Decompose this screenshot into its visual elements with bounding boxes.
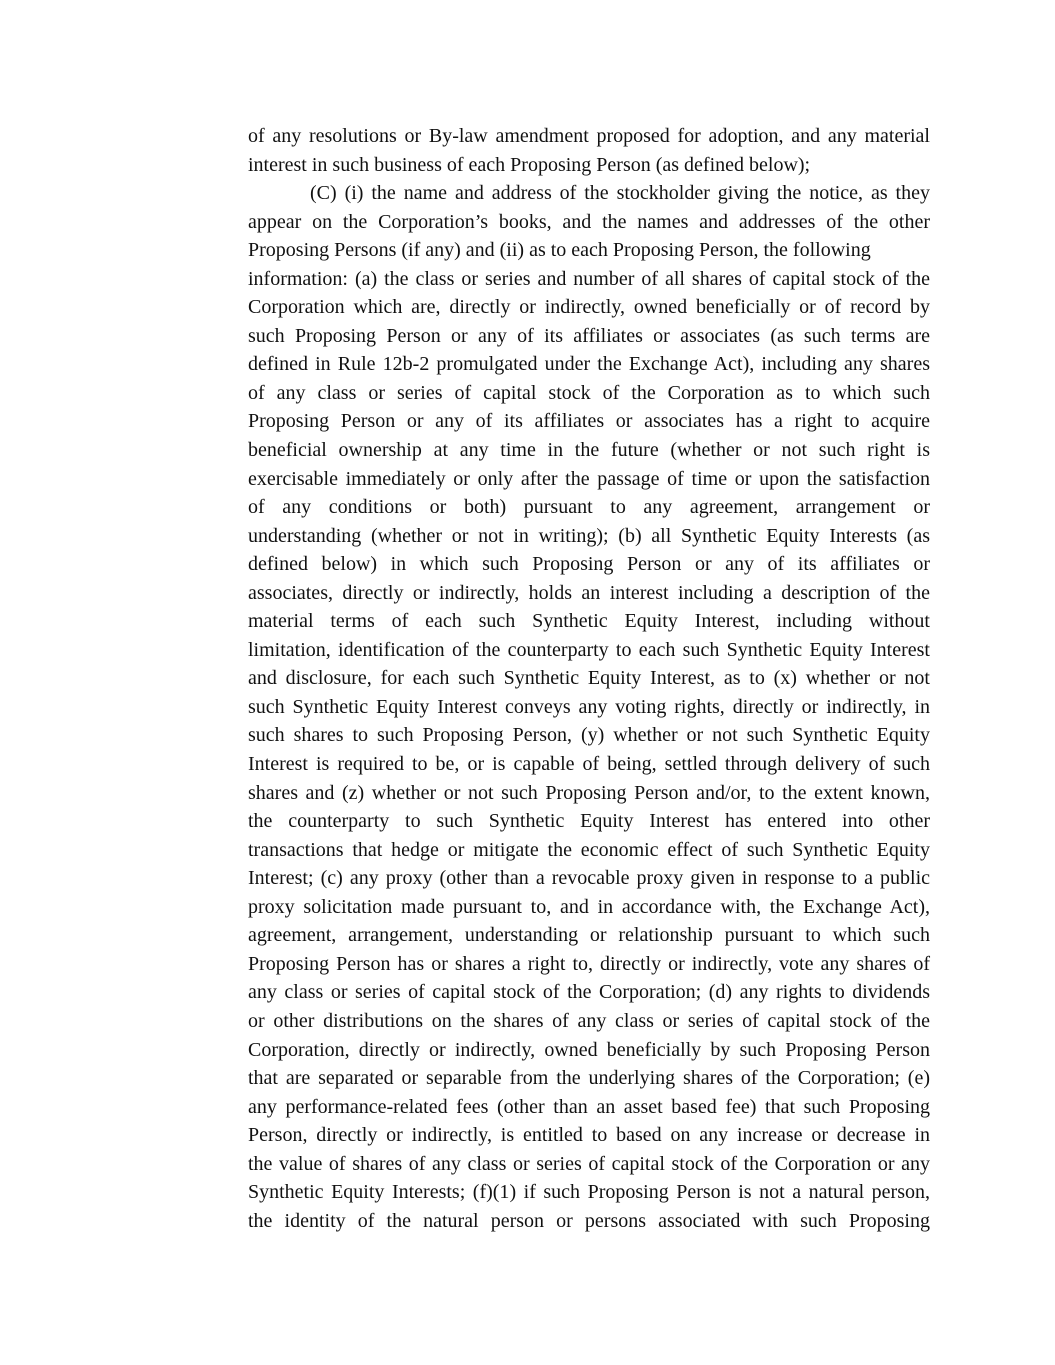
text-line: that are separated or separable from the underlying shares of the Corporation; (e) (248, 1067, 930, 1090)
text-line: Proposing Person has or shares a right to, directly or indirectly, vote any shares of (248, 952, 930, 975)
text-line: the counterparty to such Synthetic Equity Interest has entered into other (248, 810, 930, 833)
text-line: of any conditions or both) pursuant to any agreement, arrangement or (248, 496, 930, 519)
text-line: defined below) in which such Proposing Person or any of its affiliates or (248, 553, 930, 576)
text-line: Interest; (c) any proxy (other than a revocable proxy given in response to a public (248, 867, 930, 890)
text-line: shares and (z) whether or not such Proposing Person and/or, to the extent known, (248, 781, 930, 804)
text-line: Synthetic Equity Interests; (f)(1) if such Proposing Person is not a natural person, (248, 1181, 930, 1204)
text-line: of any class or series of capital stock of the Corporation as to which such (248, 381, 930, 404)
text-line: material terms of each such Synthetic Equity Interest, including without (248, 610, 930, 633)
text-line: or other distributions on the shares of any class or series of capital stock of the (248, 1009, 930, 1032)
text-line: Interest is required to be, or is capable of being, settled through delivery of such (248, 753, 930, 776)
text-line: any performance-related fees (other than an asset based fee) that such Proposing (248, 1095, 930, 1118)
text-line: and disclosure, for each such Synthetic Equity Interest, as to (x) whether or not (248, 667, 930, 690)
text-line: information: (a) the class or series and number of all shares of capital stock of the (248, 267, 930, 290)
text-line: Proposing Person or any of its affiliates or associates has a right to acquire (248, 410, 930, 433)
text-line: defined in Rule 12b-2 promulgated under the Exchange Act), including any shares (248, 353, 930, 376)
text-line: any class or series of capital stock of the Corporation; (d) any rights to dividends (248, 981, 930, 1004)
text-line: agreement, arrangement, understanding or relationship pursuant to which such (248, 924, 930, 947)
text-line: such Proposing Person or any of its affiliates or associates (as such terms are (248, 324, 930, 347)
text-line: such Synthetic Equity Interest conveys any voting rights, directly or indirectly, in (248, 695, 930, 718)
text-line: exercisable immediately or only after the passage of time or upon the satisfaction (248, 467, 930, 490)
text-line: the value of shares of any class or series of capital stock of the Corporation or any (248, 1152, 930, 1175)
text-line: proxy solicitation made pursuant to, and in accordance with, the Exchange Act), (248, 895, 930, 918)
text-line: Corporation which are, directly or indirectly, owned beneficially or of record by (248, 296, 930, 319)
text-line: appear on the Corporation’s books, and the names and addresses of the other (248, 210, 930, 233)
text-line: Proposing Persons (if any) and (ii) as to each Proposing Person, the following (248, 239, 871, 262)
body-text (248, 122, 930, 1235)
text-line: transactions that hedge or mitigate the economic effect of such Synthetic Equity (248, 838, 930, 861)
text-line: the identity of the natural person or persons associated with such Proposing (248, 1209, 930, 1232)
text-line: beneficial ownership at any time in the future (whether or not such right is (248, 439, 930, 462)
text-line: Person, directly or indirectly, is entitled to based on any increase or decrease in (248, 1124, 930, 1147)
text-line: (C) (i) the name and address of the stockholder giving the notice, as they (310, 182, 930, 205)
text-line: understanding (whether or not in writing); (b) all Synthetic Equity Interests (as (248, 524, 930, 547)
text-line: such shares to such Proposing Person, (y) whether or not such Synthetic Equity (248, 724, 930, 747)
text-line: associates, directly or indirectly, holds an interest including a description of the (248, 581, 930, 604)
text-line: Corporation, directly or indirectly, owned beneficially by such Proposing Person (248, 1038, 930, 1061)
text-line: limitation, identification of the counterparty to each such Synthetic Equity Interest (248, 638, 930, 661)
text-line: of any resolutions or By-law amendment proposed for adoption, and any material (248, 125, 930, 147)
text-line: interest in such business of each Proposing Person (as defined below); (248, 153, 811, 176)
